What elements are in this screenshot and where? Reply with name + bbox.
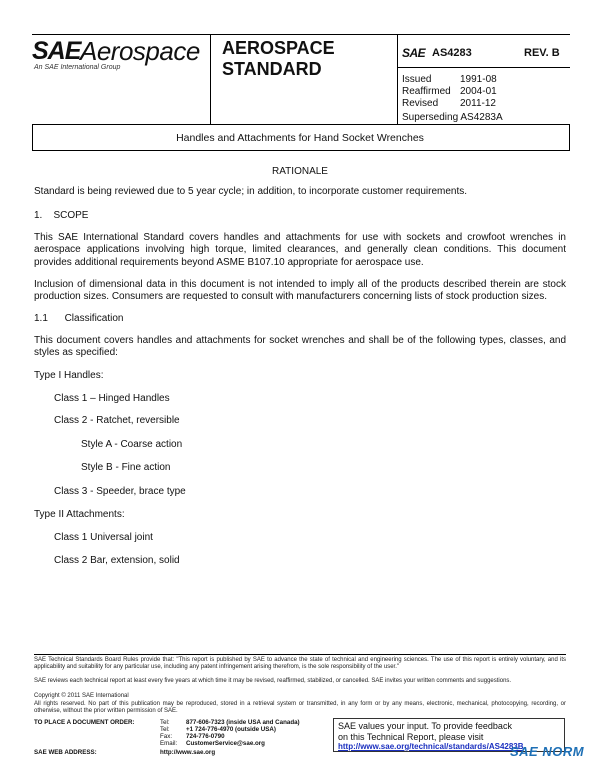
footer-review-text: SAE reviews each technical report at least every five years at which time it may be revised, reaffirmed, stabilized, or cancelled. SAE invites your written comments and suggestions. bbox=[34, 678, 512, 684]
scope-paragraph-1: This SAE International Standard covers handles and attachments for use with sockets and crowfoot wrenches in aerospace applications involving high torque, limited clearances, and generally clean conditions. This document provides additional requirements beyond ASME B107.10 appropriate for aerospace use. bbox=[34, 232, 566, 268]
title-box-bottom bbox=[32, 150, 570, 151]
type-1-heading: Type I Handles: bbox=[34, 370, 104, 381]
feedback-link[interactable]: http://www.sae.org/technical/standards/AS4283B bbox=[338, 742, 524, 751]
issued-row bbox=[402, 74, 497, 85]
type-2-heading: Type II Attachments: bbox=[34, 509, 125, 520]
sae-small-logo: SAE bbox=[402, 46, 426, 60]
document-title: Handles and Attachments for Hand Socket Wrenches bbox=[176, 132, 424, 144]
revision-label: REV. B bbox=[524, 47, 560, 59]
footer-rules-text: SAE Technical Standards Board Rules provide that: "This report is published by SAE to advance the state of technical and engineering sciences. The use of this report is entirely voluntary, and its applicability and suitability for any particular use, including any patent infringement arising therefrom, is the sole responsibility of the user." bbox=[34, 657, 566, 671]
feedback-line-1: SAE values your input. To provide feedback bbox=[338, 721, 512, 731]
scope-paragraph-2: Inclusion of dimensional data in this document is not intended to imply all of the products described therein are stock production sizes. Consumers are requested to consult with manufacturers concerning lists of stock production sizes. bbox=[34, 279, 566, 303]
web-value[interactable]: http://www.sae.org bbox=[160, 749, 216, 756]
tel-value: 877-606-7323 (inside USA and Canada) bbox=[186, 719, 300, 726]
footer-rule bbox=[34, 654, 566, 655]
title-line-1: AEROSPACE bbox=[222, 38, 335, 58]
style-b-item: Style B - Fine action bbox=[81, 462, 171, 473]
superseding-note: Superseding AS4283A bbox=[402, 112, 503, 123]
revised-row bbox=[402, 98, 496, 109]
fax-label: Fax: bbox=[160, 733, 173, 740]
class-2-item: Class 2 - Ratchet, reversible bbox=[54, 415, 180, 426]
issued-value: 1991-08 bbox=[460, 74, 497, 85]
aerospace-logo-text: Aerospace bbox=[80, 36, 200, 66]
email-value: CustomerService@sae.org bbox=[186, 740, 265, 747]
reaffirmed-value: 2004-01 bbox=[460, 86, 497, 97]
header-meta-separator bbox=[397, 67, 570, 68]
title-line-2: STANDARD bbox=[222, 59, 322, 79]
document-type-title bbox=[222, 38, 335, 80]
header-top-border bbox=[32, 34, 570, 35]
logo-subtitle: An SAE International Group bbox=[34, 64, 121, 71]
rationale-text: Standard is being reviewed due to 5 year cycle; in addition, to incorporate customer requirements. bbox=[34, 186, 468, 197]
class-1-item: Class 1 – Hinged Handles bbox=[54, 393, 170, 404]
type-2-class-1-item: Class 1 Universal joint bbox=[54, 532, 153, 543]
tel2-value: +1 724-776-4970 (outside USA) bbox=[186, 726, 276, 733]
reaffirmed-row bbox=[402, 86, 497, 97]
email-label: Email: bbox=[160, 740, 178, 747]
scope-heading: 1. SCOPE bbox=[34, 210, 89, 221]
type-2-class-2-item: Class 2 Bar, extension, solid bbox=[54, 555, 180, 566]
fax-value: 724-776-0790 bbox=[186, 733, 225, 740]
document-number: AS4283 bbox=[432, 47, 472, 59]
revised-value: 2011-12 bbox=[460, 98, 496, 109]
revised-label: Revised bbox=[402, 98, 439, 109]
web-label: SAE WEB ADDRESS: bbox=[34, 749, 97, 756]
issued-label: Issued bbox=[402, 74, 432, 85]
sae-logo: SAE bbox=[32, 37, 81, 65]
classification-heading: 1.1 Classification bbox=[34, 313, 124, 324]
sae-norm-watermark: SAE NORM bbox=[510, 744, 585, 759]
footer-copyright: Copyright © 2011 SAE International bbox=[34, 693, 129, 699]
header-divider-2 bbox=[397, 34, 398, 124]
class-3-item: Class 3 - Speeder, brace type bbox=[54, 486, 186, 497]
feedback-line-2: on this Technical Report, please visit bbox=[338, 731, 484, 742]
footer-rights-text: All rights reserved. No part of this publication may be reproduced, stored in a retrieval system or transmitted, in any form or by any means, electronic, mechanical, photocopying, recording, or otherwise, without the prior written permission of SAE. bbox=[34, 701, 566, 715]
reaffirmed-label: Reaffirmed bbox=[402, 86, 451, 97]
classification-text: This document covers handles and attachments for socket wrenches and shall be of the following types, classes, and styles as specified: bbox=[34, 335, 566, 359]
tel-label: Tel: bbox=[160, 719, 170, 726]
rationale-heading: RATIONALE bbox=[272, 166, 328, 177]
header-divider-1 bbox=[210, 34, 211, 124]
tel2-label: Tel: bbox=[160, 726, 170, 733]
order-label: TO PLACE A DOCUMENT ORDER: bbox=[34, 719, 135, 726]
header-bottom-border bbox=[32, 124, 570, 125]
style-a-item: Style A - Coarse action bbox=[81, 439, 183, 450]
